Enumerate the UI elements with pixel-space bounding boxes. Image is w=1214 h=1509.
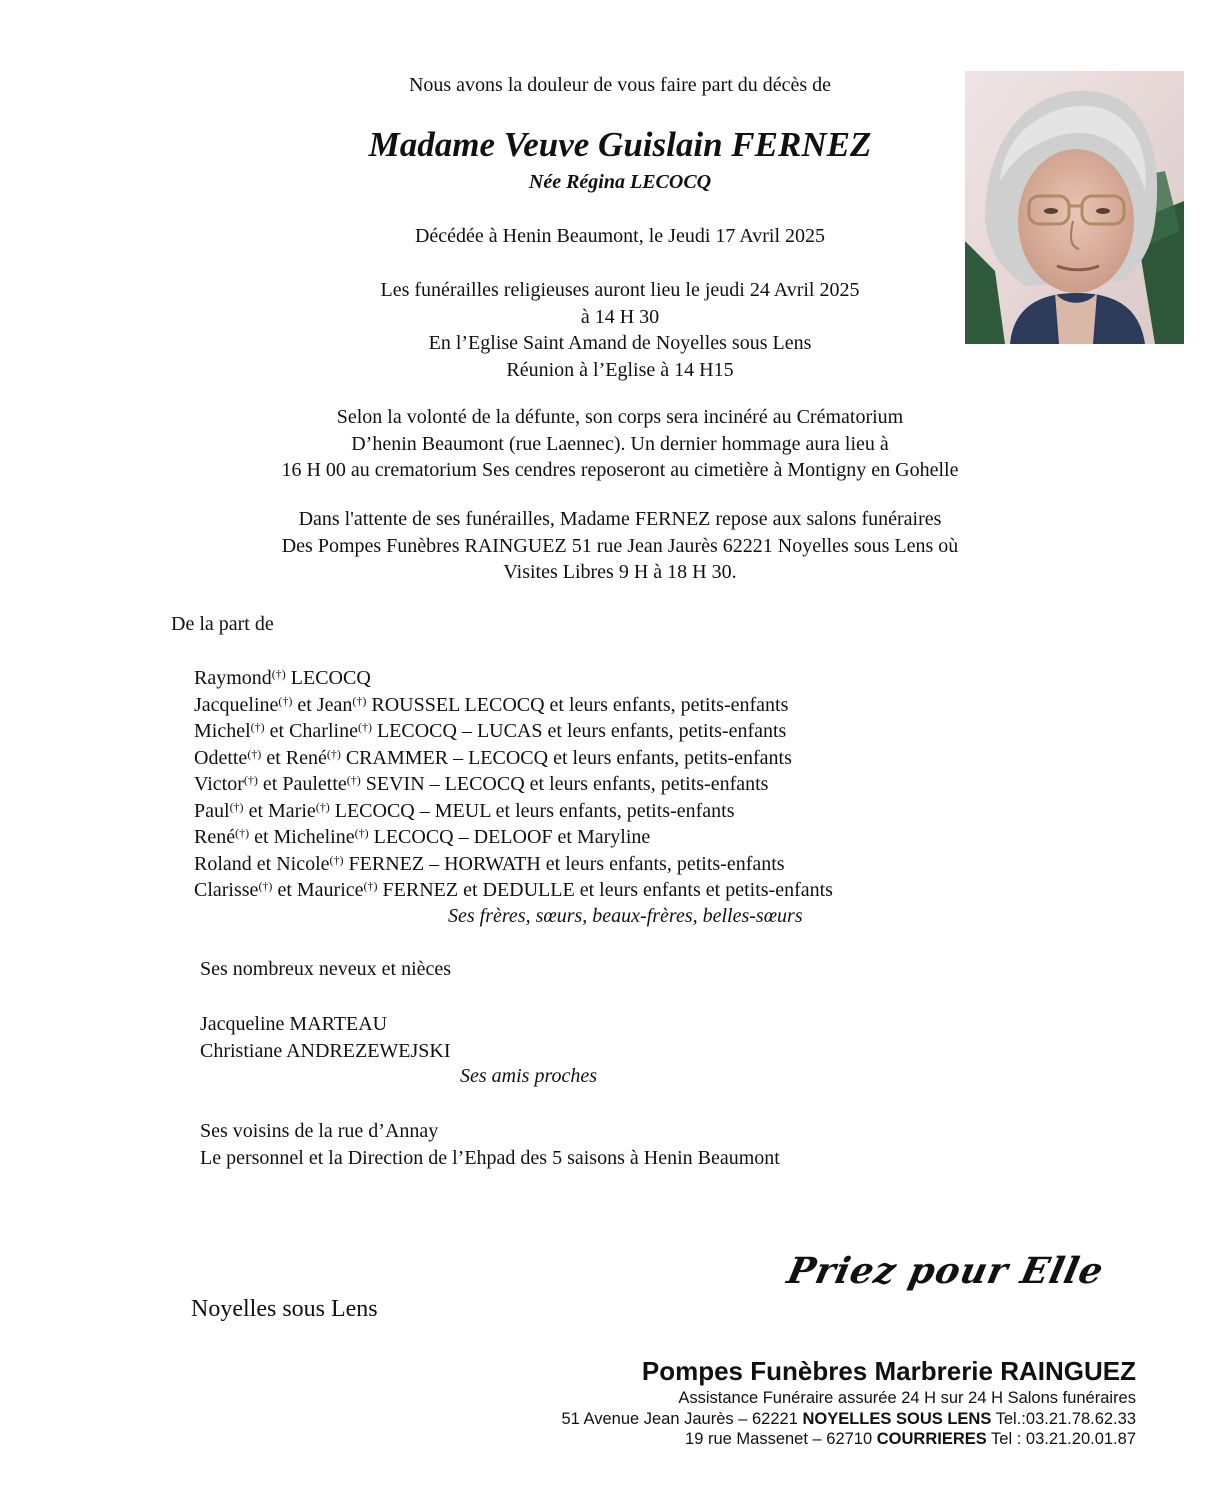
staff-line: Le personnel et la Direction de l’Ehpad des 5 saisons à Henin Beaumont — [200, 1146, 780, 1169]
footer-address-line — [561, 1429, 1136, 1450]
family-line — [194, 798, 833, 825]
family-line — [194, 771, 833, 798]
dagger-mark: (†) — [229, 799, 244, 814]
family-member: et Marie — [243, 799, 316, 822]
family-member: Clarisse — [194, 879, 259, 901]
dagger-mark: (†) — [278, 693, 293, 708]
dagger-mark: (†) — [329, 852, 344, 867]
cremation-details — [200, 404, 1040, 484]
family-line — [194, 692, 833, 719]
dagger-mark: (†) — [271, 667, 286, 681]
dagger-mark: (†) — [352, 693, 367, 708]
dagger-mark: (†) — [258, 879, 273, 893]
family-line — [194, 824, 833, 851]
family-list — [194, 665, 833, 904]
family-caption: Ses frères, sœurs, beaux-frères, belles-sœurs — [448, 905, 803, 927]
cremation-line: Selon la volonté de la défunte, son corps sera incinéré au Crématorium — [336, 406, 904, 428]
funeral-line: En l’Eglise Saint Amand de Noyelles sous Lens — [428, 332, 812, 354]
family-member: René — [194, 826, 236, 848]
address-city: COURRIERES — [876, 1430, 987, 1448]
dagger-mark: (†) — [357, 720, 372, 734]
cremation-line: 16 H 00 au crematorium Ses cendres reposeront au cimetière à Montigny en Gohelle — [281, 459, 959, 481]
dagger-mark: (†) — [346, 773, 361, 787]
funeral-line: à 14 H 30 — [580, 305, 660, 328]
dagger-mark: (†) — [235, 826, 250, 840]
family-member: Michel — [194, 720, 251, 742]
address-text: 51 Avenue Jean Jaurès – 62221 — [561, 1409, 803, 1428]
friend-line: Jacqueline MARTEAU — [200, 1013, 388, 1035]
dagger-mark: (†) — [247, 746, 262, 761]
family-line — [194, 851, 833, 878]
family-member: LECOCQ – LUCAS et leurs enfants, petits-enfants — [371, 720, 787, 742]
family-member: Paul — [194, 799, 230, 822]
nephews-line: Ses nombreux neveux et nièces — [200, 958, 452, 980]
family-line — [194, 665, 833, 692]
family-member: SEVIN – LECOCQ et leurs enfants, petits-enfants — [360, 773, 769, 795]
family-member: ROUSSEL LECOCQ et leurs enfants, petits-enfants — [366, 693, 789, 716]
portrait-photo — [965, 71, 1184, 344]
dagger-mark: (†) — [315, 799, 330, 814]
dagger-mark: (†) — [243, 773, 258, 787]
address-text: 19 rue Massenet – 62710 — [685, 1430, 877, 1448]
family-member: LECOCQ — [285, 667, 371, 689]
address-phone: Tel : 03.21.20.01.87 — [986, 1430, 1136, 1448]
intro-text: Nous avons la douleur de vous faire part du décès de — [408, 74, 832, 96]
family-member: Roland et Nicole — [194, 852, 330, 875]
family-member: et Maurice — [272, 879, 364, 901]
family-member: Jacqueline — [194, 693, 279, 716]
funeral-home-footer — [561, 1354, 1136, 1450]
visitation-line: Dans l'attente de ses funérailles, Madame FERNEZ repose aux salons funéraires — [298, 508, 942, 530]
maiden-name: Née Régina LECOCQ — [528, 171, 712, 193]
footer-address-line — [561, 1409, 1136, 1430]
footer-line: Assistance Funéraire assurée 24 H sur 24 H Salons funéraires — [678, 1389, 1136, 1407]
family-member: et Micheline — [249, 826, 355, 848]
prayer-script: Priez pour Elle — [783, 1250, 1108, 1292]
address-phone: Tel.:03.21.78.62.33 — [991, 1409, 1136, 1428]
friends-list — [200, 1011, 451, 1064]
neighbors-list — [200, 1118, 780, 1171]
friends-caption: Ses amis proches — [460, 1065, 598, 1087]
family-member: FERNEZ – HORWATH et leurs enfants, petits-enfants — [343, 852, 785, 875]
dagger-mark: (†) — [363, 879, 378, 893]
dagger-mark: (†) — [354, 826, 369, 840]
visitation-details — [200, 506, 1040, 586]
visitation-line: Des Pompes Funèbres RAINGUEZ 51 rue Jean Jaurès 62221 Noyelles sous Lens où — [281, 534, 959, 557]
funeral-line: Réunion à l’Eglise à 14 H15 — [506, 358, 734, 381]
family-line — [194, 877, 833, 904]
dagger-mark: (†) — [326, 746, 341, 761]
visitation-line: Visites Libres 9 H à 18 H 30. — [503, 561, 737, 583]
family-member: FERNEZ et DEDULLE et leurs enfants et petits-enfants — [377, 879, 833, 901]
family-member: et Paulette — [257, 773, 347, 795]
family-line — [194, 745, 833, 772]
company-name: Pompes Funèbres Marbrerie RAINGUEZ — [641, 1356, 1136, 1386]
family-member: et René — [261, 746, 327, 769]
place-name: Noyelles sous Lens — [191, 1296, 378, 1322]
deceased-name: Madame Veuve Guislain FERNEZ — [368, 125, 872, 164]
funeral-details — [250, 277, 990, 383]
family-member: et Charline — [264, 720, 358, 742]
dagger-mark: (†) — [250, 720, 265, 734]
family-member: Victor — [194, 773, 244, 795]
family-member: LECOCQ – DELOOF et Maryline — [368, 826, 651, 848]
friend-line: Christiane ANDREZEWEJSKI — [200, 1039, 451, 1062]
death-date: Décédée à Henin Beaumont, le Jeudi 17 Avril 2025 — [414, 225, 826, 247]
cremation-line: D’henin Beaumont (rue Laennec). Un dernier hommage aura lieu à — [351, 432, 889, 455]
family-member: Odette — [194, 746, 248, 769]
family-member: LECOCQ – MEUL et leurs enfants, petits-enfants — [329, 799, 735, 822]
family-member: Raymond — [194, 667, 272, 689]
family-member: et Jean — [292, 693, 353, 716]
family-member: CRAMMER – LECOCQ et leurs enfants, petits-enfants — [340, 746, 792, 769]
neighbors-line: Ses voisins de la rue d’Annay — [200, 1120, 439, 1142]
portrait-icon — [965, 71, 1184, 344]
family-line — [194, 718, 833, 745]
family-header: De la part de — [171, 613, 274, 635]
address-city: NOYELLES SOUS LENS — [802, 1409, 992, 1428]
funeral-line: Les funérailles religieuses auront lieu le jeudi 24 Avril 2025 — [380, 279, 860, 301]
